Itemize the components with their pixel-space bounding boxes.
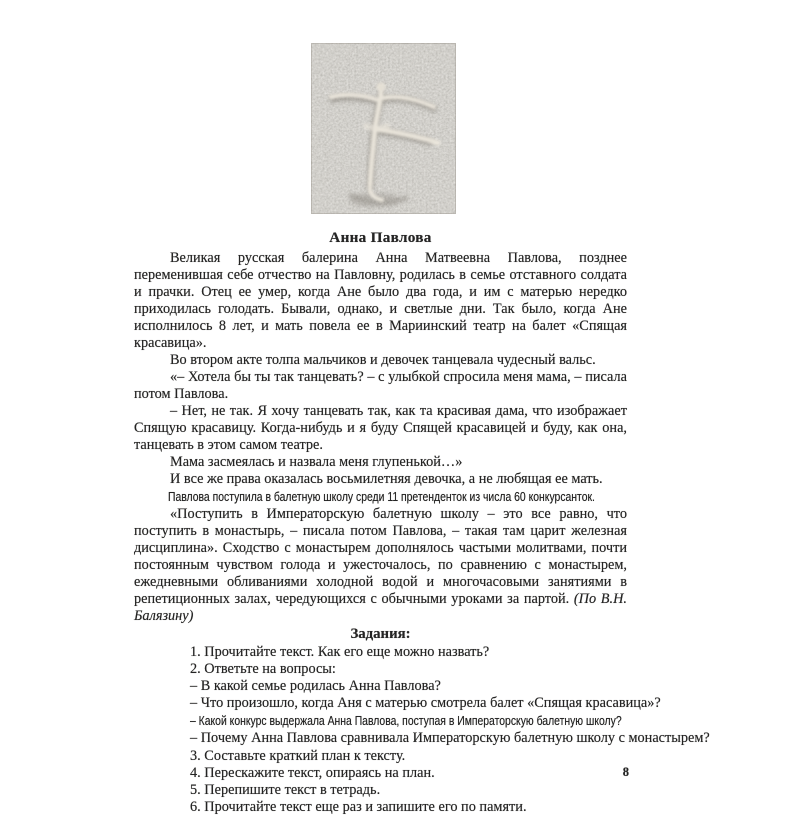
paragraph: – Нет, не так. Я хочу танцевать так, как та красивая дама, что изображает Спящую красавицу. Когда-нибудь и я буду Спящей красавицей и буду, как она, танцевать в этом самом театре. <box>134 403 627 453</box>
paragraph: «– Хотела бы ты так танцевать? – с улыбкой спросила меня мама, – писала потом Павлова. <box>134 369 627 402</box>
task-item: 1. Прочитайте текст. Как его еще можно назвать? <box>190 644 490 660</box>
paragraph: «Поступить в Императорскую балетную школу – это все равно, что поступить в монастырь, – писала потом Павлова, – такая там царит железная дисциплина». Сходство с монастырем дополнялось частыми молитвами, почти постоянным чувством голода и ужесточалось, по сравнению с монастырем, ежедневными обливаниями холодной водой и многочасовыми занятиями в репетиционных залах, чередующихся с обычными уроками за партой. (По В.Н. Балязину) <box>134 506 628 624</box>
task-item: 4. Перескажите текст, опираясь на план. <box>190 764 435 781</box>
task-item: 3. Составьте краткий план к тексту. <box>190 747 406 764</box>
task-item: – В какой семье родилась Анна Павлова? <box>190 678 441 695</box>
tasks-list <box>190 644 710 816</box>
task-item: – Что произошло, когда Аня с матерью смотрела балет «Спящая красавица»? <box>190 695 661 712</box>
ballerina-photo-graphic <box>311 43 456 214</box>
page-content <box>134 24 710 816</box>
task-item: 5. Перепишите текст в тетрадь. <box>190 781 381 798</box>
task-item: – Почему Анна Павлова сравнивала Императорскую балетную школу с монастырем? <box>190 730 710 747</box>
paragraph: Во втором акте толпа мальчиков и девочек танцевала чудесный вальс. <box>170 352 596 368</box>
article-body <box>134 250 627 625</box>
paragraph: Великая русская балерина Анна Матвеевна Павлова, позднее переменившая себе отчество на Павловну, родилась в семье отставного солдата и прачки. Отец ее умер, когда Ане было два года, и им с матерью нередко приходилась голодать. Бывали, однако, и светлые дни. Так было, когда Ане исполнилось 8 лет, и мать повела ее в Мариинский театр на балет «Спящая красавица». <box>134 250 627 351</box>
task-item: 6. Прочитайте текст еще раз и запишите его по памяти. <box>190 798 527 815</box>
task-item: – Какой конкурс выдержала Анна Павлова, поступая в Императорскую балетную школу? <box>190 713 622 729</box>
task-item: 2. Ответьте на вопросы: <box>190 661 336 678</box>
paragraph: И все же права оказалась восьмилетняя девочка, а не любящая ее мать. <box>170 471 603 487</box>
paragraph: Мама засмеялась и назвала меня глупенькой…» <box>170 454 463 470</box>
paragraph: Павлова поступила в балетную школу среди 11 претенденток из числа 60 конкурсанток. <box>168 489 595 504</box>
article-title: Анна Павлова <box>329 229 432 246</box>
tasks-heading: Задания: <box>350 626 411 642</box>
ballerina-photo <box>311 43 456 214</box>
page-number: 8 <box>622 765 629 779</box>
attribution: (По В.Н. Балязину) <box>134 591 628 624</box>
